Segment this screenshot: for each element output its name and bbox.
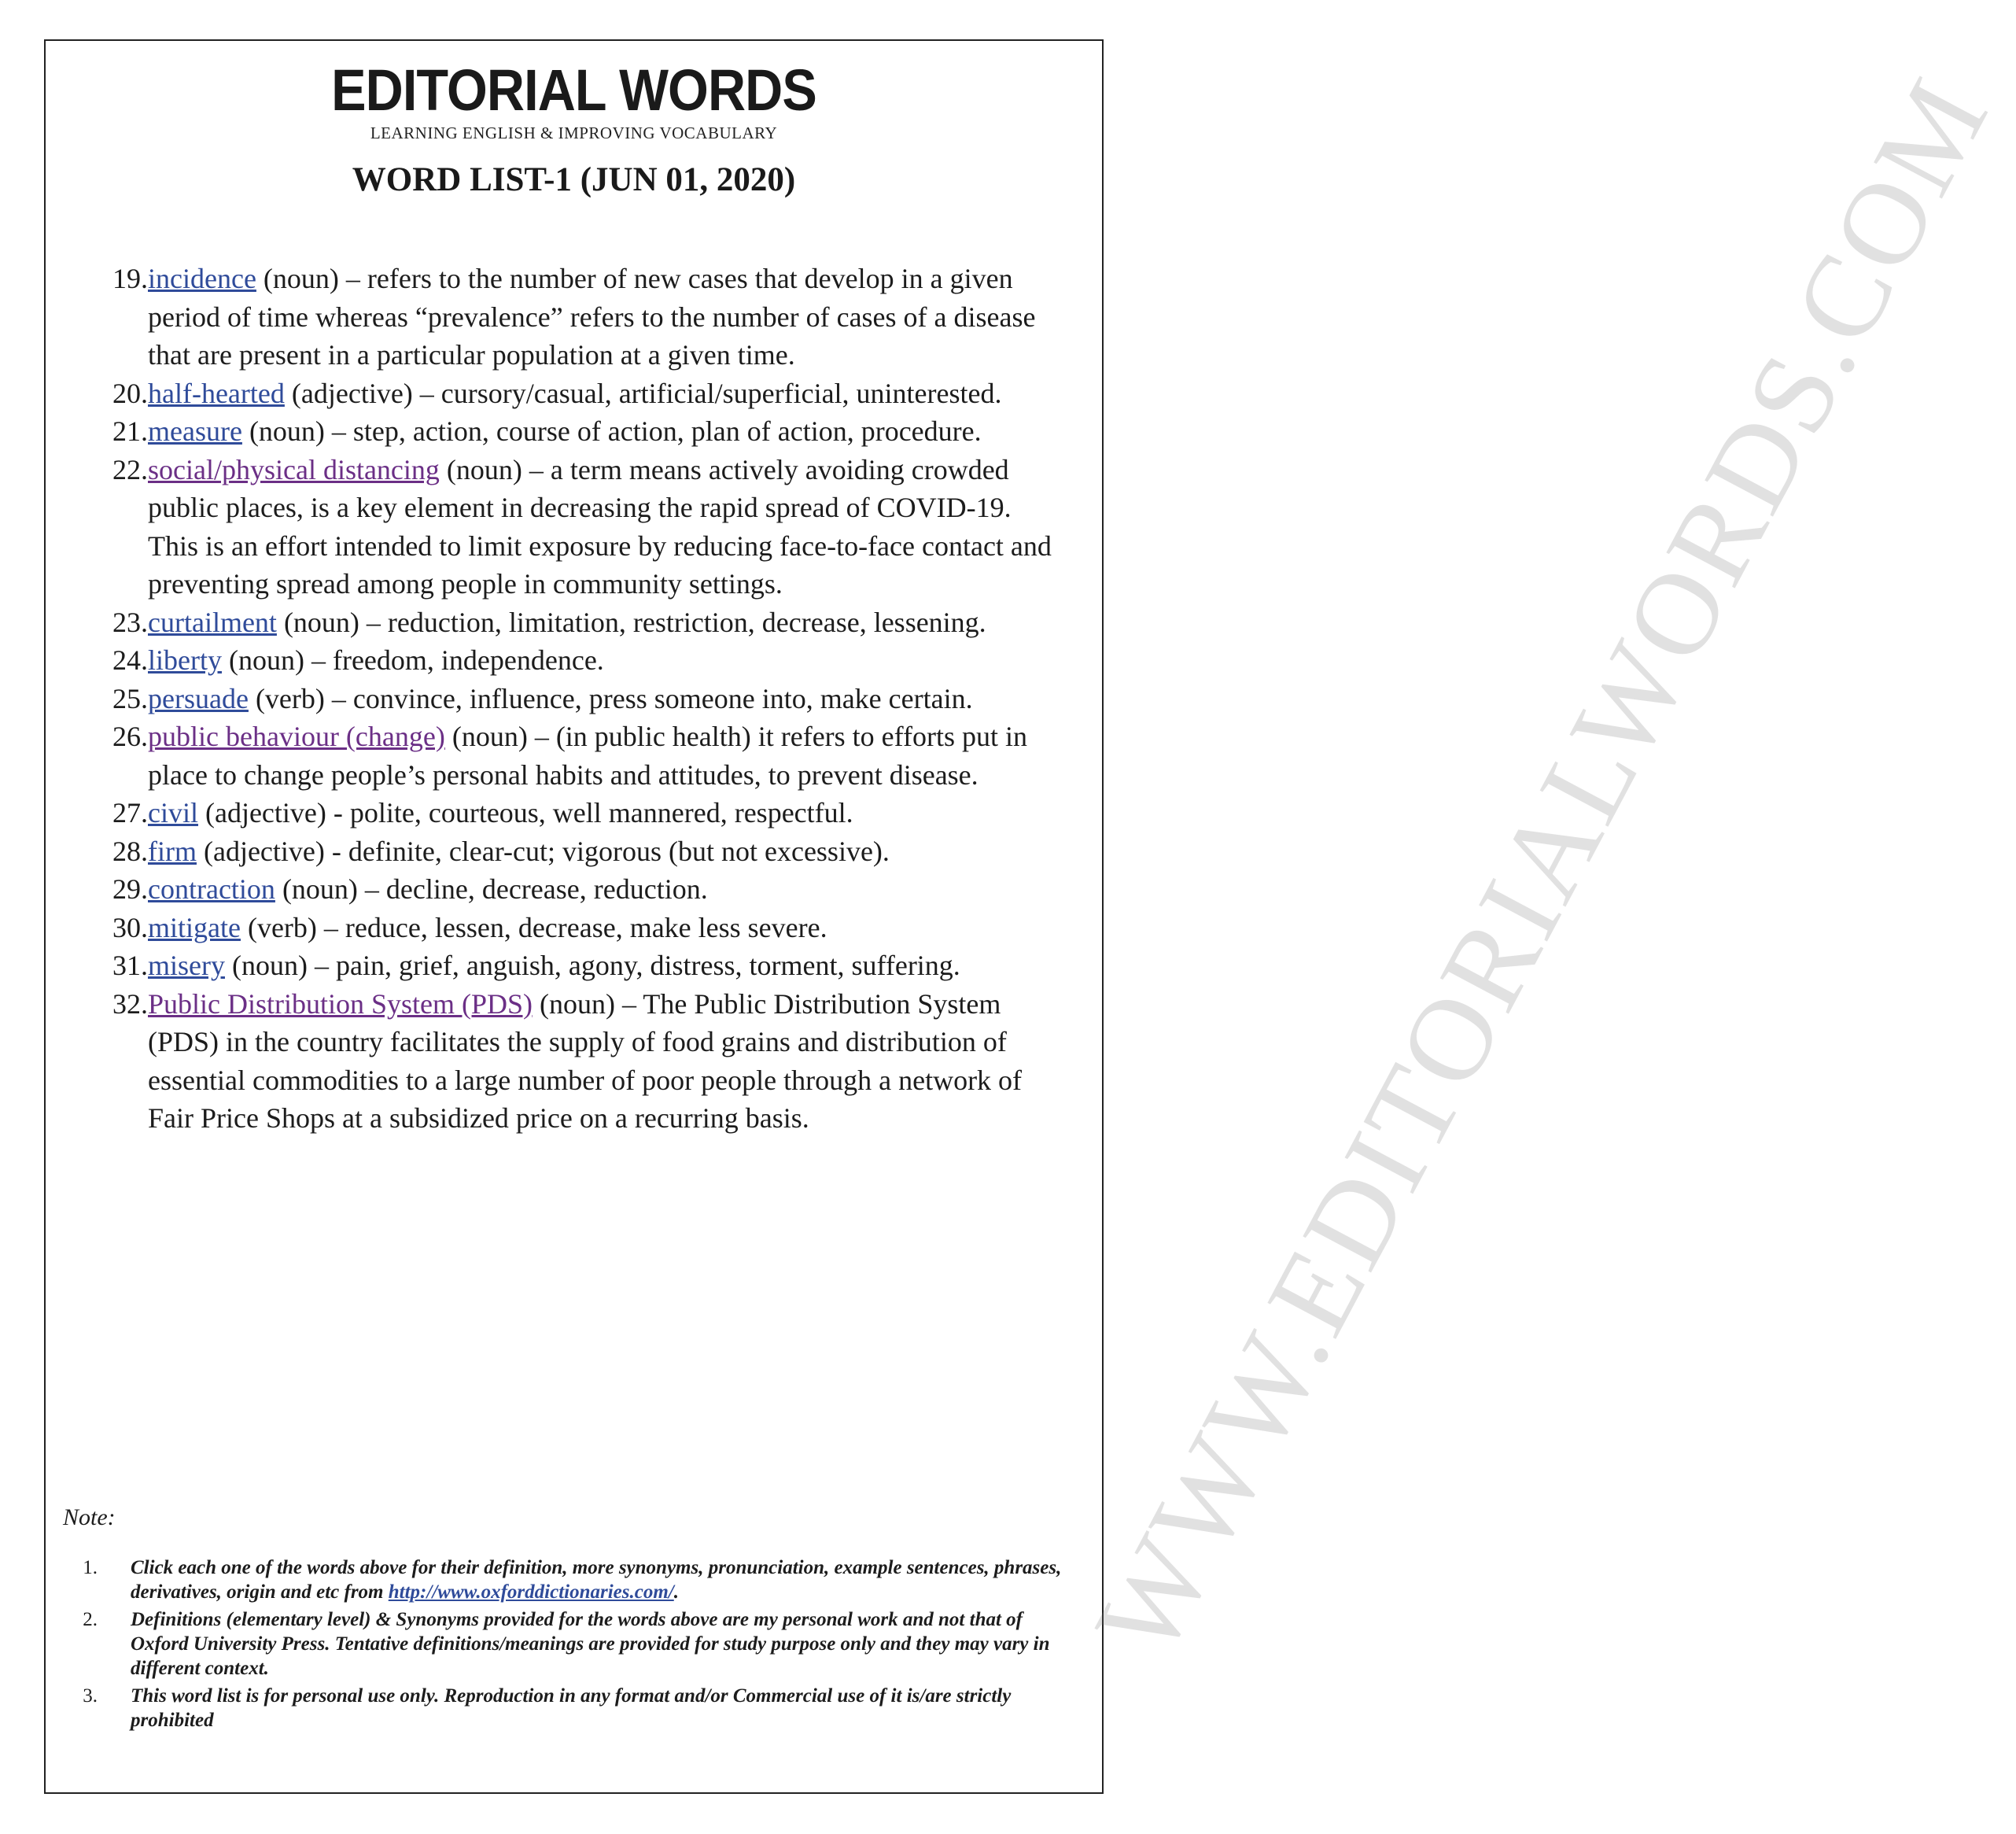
note-label: Note: bbox=[63, 1504, 116, 1530]
header bbox=[46, 58, 1102, 200]
word-entry bbox=[46, 947, 1102, 985]
word-link-half-hearted[interactable]: half-hearted bbox=[148, 377, 285, 409]
entry-number: 20. bbox=[112, 377, 148, 409]
word-link-measure[interactable]: measure bbox=[148, 415, 242, 447]
watermark: WWW.EDITORIALWORDS.COM bbox=[1070, 57, 2014, 1677]
note-item bbox=[46, 1684, 1102, 1733]
word-entry bbox=[46, 451, 1102, 603]
note-number: 1. bbox=[83, 1557, 98, 1578]
word-definition: (verb) – reduce, lessen, decrease, make less severe. bbox=[240, 911, 827, 943]
word-link-liberty[interactable]: liberty bbox=[148, 644, 222, 676]
entry-number: 32. bbox=[112, 987, 148, 1020]
page-frame bbox=[44, 39, 2014, 1794]
word-entry bbox=[46, 718, 1102, 794]
entry-number: 24. bbox=[112, 644, 148, 676]
word-link-firm[interactable]: firm bbox=[148, 835, 197, 867]
word-definition: (adjective) - polite, courteous, well mannered, respectful. bbox=[197, 797, 853, 828]
entry-number: 21. bbox=[112, 415, 148, 447]
brand-tagline: LEARNING ENGLISH & IMPROVING VOCABULARY bbox=[370, 124, 778, 142]
entry-number: 29. bbox=[112, 873, 148, 905]
word-link-incidence[interactable]: incidence bbox=[148, 263, 256, 294]
word-definition: (verb) – convince, influence, press someone into, make certain. bbox=[248, 682, 973, 714]
entry-number: 19. bbox=[112, 263, 148, 294]
note-number: 2. bbox=[83, 1609, 98, 1630]
word-link-civil[interactable]: civil bbox=[148, 797, 198, 828]
word-definition: (noun) – refers to the number of new cases that develop in a given period of time whereas “prevalence” refers to the number of cases of a disease that are present in a particular population at a given time. bbox=[148, 263, 1036, 371]
word-list bbox=[46, 260, 1102, 1138]
word-list-title: WORD LIST-1 (JUN 01, 2020) bbox=[352, 161, 796, 198]
word-definition: (noun) – decline, decrease, reduction. bbox=[275, 873, 708, 905]
word-link-mitigate[interactable]: mitigate bbox=[148, 911, 241, 943]
note-text: Click each one of the words above for their definition, more synonyms, pronunciation, example sentences, phrases, derivatives, origin and etc from bbox=[131, 1557, 1062, 1603]
word-entry bbox=[46, 603, 1102, 642]
word-link-curtailment[interactable]: curtailment bbox=[148, 606, 277, 638]
entry-number: 27. bbox=[112, 797, 148, 828]
note-text: Definitions (elementary level) & Synonyms provided for the words above are my personal work and not that of Oxford University Press. Tentative definitions/meanings are provided for study purpose only and they may vary in different context. bbox=[131, 1609, 1050, 1679]
word-entry bbox=[46, 870, 1102, 909]
word-definition: (noun) – a term means actively avoiding crowded public places, is a key element in decreasing the rapid spread of COVID-19. This is an effort intended to limit exposure by reducing face-to-face contact and preventing spread among people in community settings. bbox=[148, 453, 1052, 600]
word-entry bbox=[46, 680, 1102, 718]
note-item bbox=[46, 1555, 1102, 1604]
note-item bbox=[46, 1607, 1102, 1681]
word-definition: (noun) – reduction, limitation, restriction, decrease, lessening. bbox=[276, 606, 986, 638]
word-definition: (adjective) – cursory/casual, artificial/superficial, uninterested. bbox=[284, 377, 1002, 409]
word-link-public-distribution-system[interactable]: Public Distribution System (PDS) bbox=[148, 987, 533, 1020]
entry-number: 22. bbox=[112, 453, 148, 485]
note-text: This word list is for personal use only. Reproduction in any format and/or Commercial use of it is/are strictly prohibited bbox=[131, 1685, 1012, 1731]
word-entry bbox=[46, 412, 1102, 451]
entry-number: 23. bbox=[112, 606, 148, 638]
entry-number: 28. bbox=[112, 835, 148, 867]
oxford-dictionaries-link[interactable]: http://www.oxforddictionaries.com/ bbox=[388, 1581, 674, 1603]
word-entry bbox=[46, 794, 1102, 832]
note-text-end: . bbox=[673, 1581, 679, 1603]
word-definition: (noun) – (in public health) it refers to efforts put in place to change people’s personal habits and attitudes, to prevent disease. bbox=[148, 721, 1027, 791]
notes-list bbox=[46, 1555, 1102, 1736]
entry-number: 25. bbox=[112, 682, 148, 714]
word-entry bbox=[46, 641, 1102, 680]
word-definition: (noun) – step, action, course of action, plan of action, procedure. bbox=[241, 415, 982, 447]
word-link-misery[interactable]: misery bbox=[148, 950, 225, 981]
word-entry bbox=[46, 985, 1102, 1138]
word-definition: (noun) – pain, grief, anguish, agony, distress, torment, suffering. bbox=[224, 950, 960, 981]
brand-title: EDITORIAL WORDS bbox=[331, 57, 816, 123]
word-link-contraction[interactable]: contraction bbox=[148, 873, 275, 905]
word-definition: (adjective) - definite, clear-cut; vigorous (but not excessive). bbox=[196, 835, 890, 867]
word-link-public-behaviour-change[interactable]: public behaviour (change) bbox=[148, 721, 445, 752]
word-entry bbox=[46, 375, 1102, 413]
word-definition: (noun) – The Public Distribution System (PDS) in the country facilitates the supply of food grains and distribution of essential commodities to a large number of poor people through a network of Fair Price Shops at a subsidized price on a recurring basis. bbox=[148, 987, 1023, 1134]
entry-number: 31. bbox=[112, 950, 148, 981]
entry-number: 30. bbox=[112, 911, 148, 943]
word-link-persuade[interactable]: persuade bbox=[148, 682, 249, 714]
note-number: 3. bbox=[83, 1685, 98, 1707]
word-definition: (noun) – freedom, independence. bbox=[221, 644, 604, 676]
word-entry bbox=[46, 909, 1102, 947]
word-link-social-physical-distancing[interactable]: social/physical distancing bbox=[148, 453, 440, 485]
word-entry bbox=[46, 260, 1102, 375]
entry-number: 26. bbox=[112, 721, 148, 752]
word-entry bbox=[46, 832, 1102, 871]
